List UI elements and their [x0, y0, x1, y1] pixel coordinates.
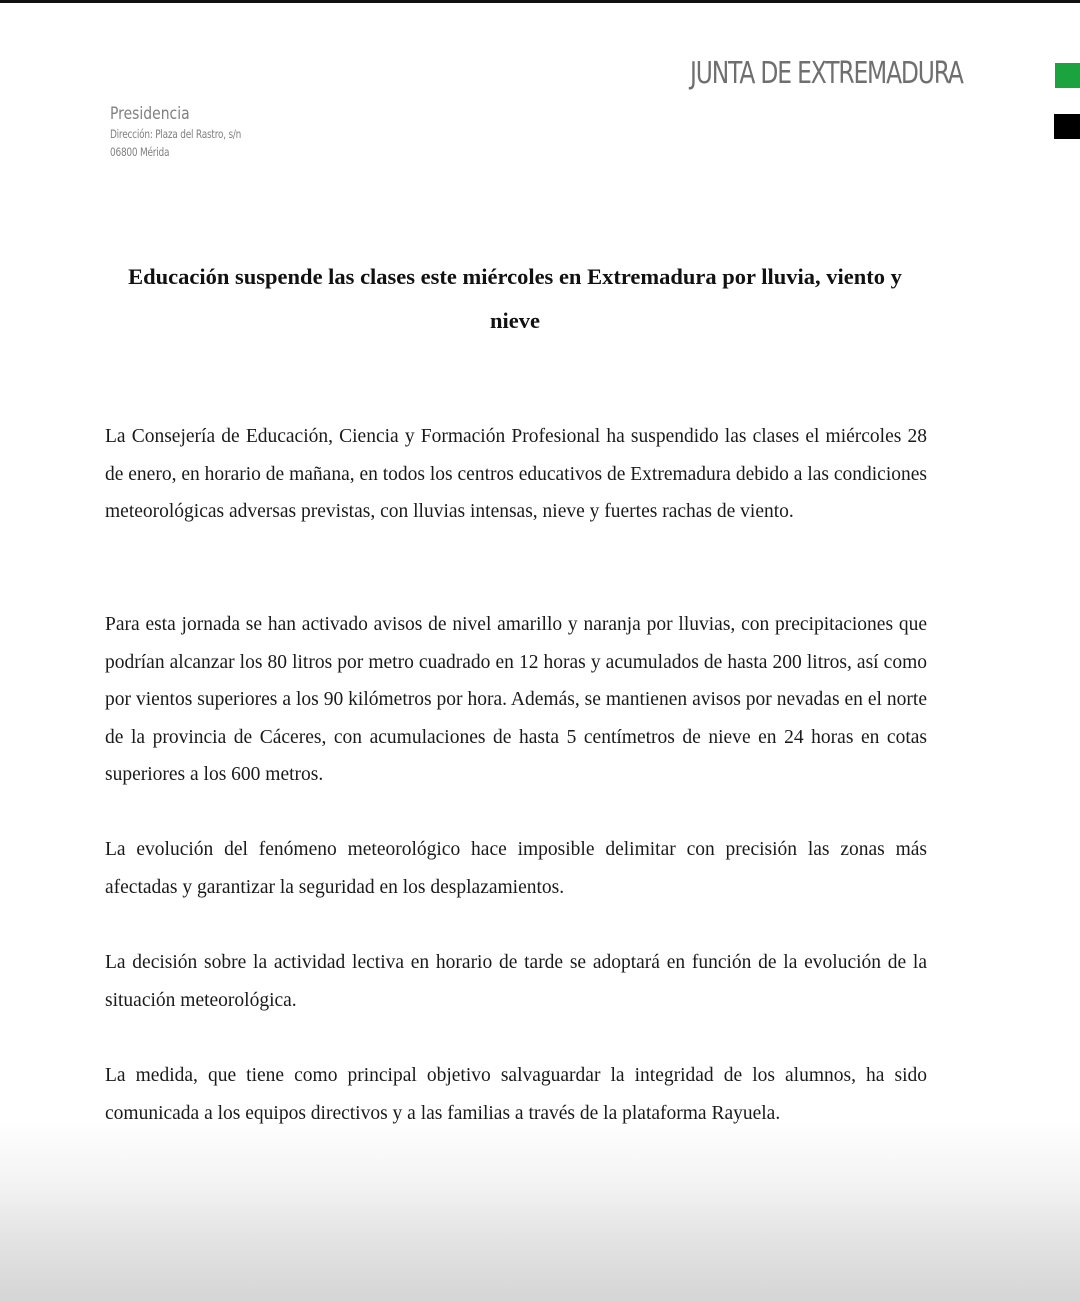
- sender-block: [110, 103, 278, 161]
- flag-black-block: [1054, 114, 1080, 139]
- top-border: [0, 0, 1080, 3]
- paragraph: Para esta jornada se han activado avisos de nivel amarillo y naranja por lluvias, con precipitaciones que podrían alcanzar los 80 litros por metro cuadrado en 12 horas y acumulados de hasta 200 litros, así como por vientos superiores a los 90 kilómetros por hora. Además, se mantienen avisos por nevadas en el norte de la provincia de Cáceres, con acumulaciones de hasta 5 centímetros de nieve en 24 horas en cotas superiores a los 600 metros.: [105, 614, 927, 785]
- brand-logo-text: JUNTA DE EXTREMADURA: [690, 56, 963, 91]
- document-title: Educación suspende las clases este miércoles en Extremadura por lluvia, viento y nieve: [128, 264, 902, 333]
- paragraph: La medida, que tiene como principal objetivo salvaguardar la integridad de los alumnos, ha sido comunicada a los equipos directivos y a las familias a través de la plataforma Rayuela.: [105, 1065, 927, 1124]
- paragraph: La Consejería de Educación, Ciencia y Formación Profesional ha suspendido las clases el miércoles 28 de enero, en horario de mañana, en todos los centros educativos de Extremadura debido a las condiciones meteorológicas adversas previstas, con lluvias intensas, nieve y fuertes rachas de viento.: [105, 426, 927, 522]
- flag-green-block: [1055, 63, 1080, 88]
- address-line: Dirección: Plaza del Rastro, s/n: [110, 127, 242, 141]
- postal-line: 06800 Mérida: [110, 145, 170, 159]
- paragraph: La decisión sobre la actividad lectiva en horario de tarde se adoptará en función de la evolución de la situación meteorológica.: [105, 952, 927, 1011]
- department-name: Presidencia: [110, 104, 190, 124]
- paragraph: La evolución del fenómeno meteorológico hace imposible delimitar con precisión las zonas más afectadas y garantizar la seguridad en los desplazamientos.: [105, 839, 927, 898]
